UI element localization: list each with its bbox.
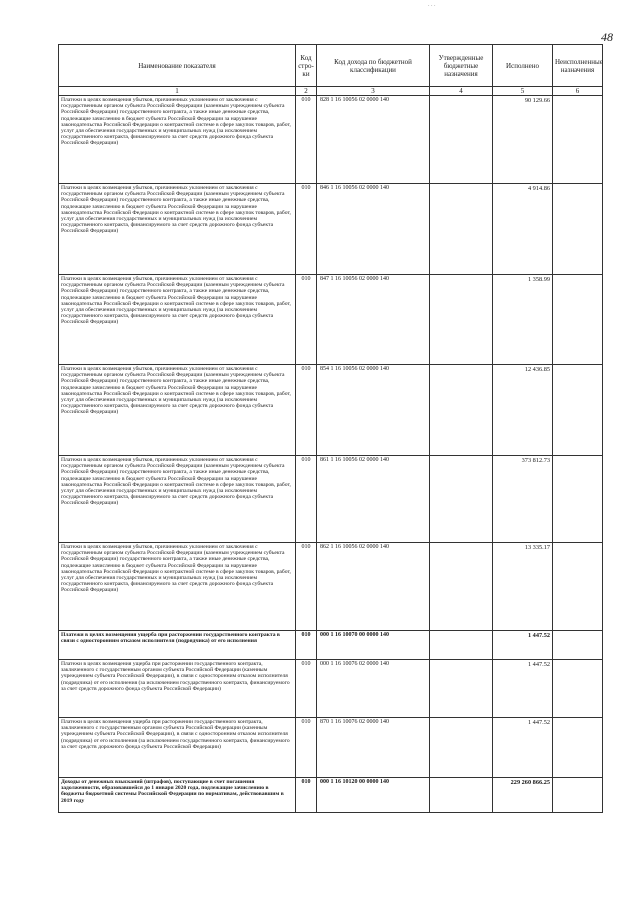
row-name: Платежи в целях возмещения ущерба при расторжении государственного контракта в связи с односторонним отказом исполнителя (подрядчика) от его исполнения: [59, 631, 296, 660]
row-approved: [430, 275, 493, 365]
row-income-code: 861 1 16 10056 02 0000 140: [317, 456, 430, 543]
row-line-code: 010: [296, 718, 317, 778]
row-line-code: 010: [296, 275, 317, 365]
row-line-code: 010: [296, 543, 317, 631]
row-approved: [430, 660, 493, 718]
table-row: [59, 718, 603, 778]
row-executed: 1 447.52: [493, 631, 553, 660]
row-name: Платежи в целях возмещения ущерба при расторжении государственного контракта, заключенного с государственным органом субъекта Российской Федерации (казенным учреждением субъекта Российской Федерации), в связи с односторонним отказом исполнителя (подрядчика) от его исполнения (за исключением государственного контракта, финансируемого за счет средств дорожного фонда субъекта Российской Федерации): [59, 718, 296, 778]
header-unexecuted: Неисполненные назначения: [553, 45, 603, 87]
row-unexecuted: [553, 718, 603, 778]
row-line-code: 010: [296, 778, 317, 813]
row-income-code: 000 1 16 10076 02 0000 140: [317, 660, 430, 718]
table-row: [59, 96, 603, 184]
table-row: [59, 660, 603, 718]
column-number: 5: [493, 87, 553, 96]
row-unexecuted: [553, 96, 603, 184]
table-row: [59, 184, 603, 275]
row-approved: [430, 365, 493, 456]
row-unexecuted: [553, 456, 603, 543]
column-number: 4: [430, 87, 493, 96]
row-unexecuted: [553, 365, 603, 456]
row-unexecuted: [553, 184, 603, 275]
revenue-table: [58, 44, 603, 813]
row-unexecuted: [553, 778, 603, 813]
column-number: 1: [59, 87, 296, 96]
column-number: 6: [553, 87, 603, 96]
header-row: [59, 45, 603, 87]
row-line-code: 010: [296, 365, 317, 456]
row-income-code: 000 1 16 10070 00 0000 140: [317, 631, 430, 660]
header-name: Наименование показателя: [59, 45, 296, 87]
row-line-code: 010: [296, 456, 317, 543]
row-line-code: 010: [296, 660, 317, 718]
row-approved: [430, 778, 493, 813]
revenue-table-container: [58, 44, 602, 813]
table-row: [59, 365, 603, 456]
table-row: [59, 456, 603, 543]
row-name: Платежи в целях возмещения ущерба при расторжении государственного контракта, заключенного с государственным органом субъекта Российской Федерации (казенным учреждением субъекта Российской Федерации), в связи с односторонним отказом исполнителя (подрядчика) от его исполнения (за исключением государственного контракта, финансируемого за счет средств дорожного фонда субъекта Российской Федерации): [59, 660, 296, 718]
row-income-code: 862 1 16 10056 02 0000 140: [317, 543, 430, 631]
table-row: [59, 275, 603, 365]
row-name: Доходы от денежных взысканий (штрафов), поступающие в счет погашения задолженности, образовавшейся до 1 января 2020 года, подлежащие зачислению в бюджеты бюджетной системы Российской Федерации по нормативам, действовавшим в 2019 году: [59, 778, 296, 813]
row-executed: 12 436.85: [493, 365, 553, 456]
row-approved: [430, 631, 493, 660]
column-number-row: [59, 87, 603, 96]
row-income-code: 828 1 16 10056 02 0000 140: [317, 96, 430, 184]
page-number: 48: [601, 30, 613, 44]
row-unexecuted: [553, 660, 603, 718]
header-approved: Утвержденные бюджетные назначения: [430, 45, 493, 87]
row-income-code: 870 1 16 10076 02 0000 140: [317, 718, 430, 778]
row-income-code: 854 1 16 10056 02 0000 140: [317, 365, 430, 456]
scan-mark: . . .: [428, 2, 436, 8]
row-name: Платежи в целях возмещения убытков, причиненных уклонением от заключения с государственным органом субъекта Российской Федерации (казенным учреждением субъекта Российской Федерации) государственного контракта, а также иные денежные средства, подлежащие зачислению в бюджет субъекта Российской Федерации за нарушение законодательства Российской Федерации о контрактной системе в сфере закупок товаров, работ, услуг для обеспечения государственных и муниципальных нужд (за исключением государственного контракта, финансируемого за счет средств дорожного фонда субъекта Российской Федерации): [59, 543, 296, 631]
header-income-code: Код дохода по бюджетной классификации: [317, 45, 430, 87]
row-unexecuted: [553, 543, 603, 631]
row-name: Платежи в целях возмещения убытков, причиненных уклонением от заключения с государственным органом субъекта Российской Федерации (казенным учреждением субъекта Российской Федерации) государственного контракта, а также иные денежные средства, подлежащие зачислению в бюджет субъекта Российской Федерации за нарушение законодательства Российской Федерации о контрактной системе в сфере закупок товаров, работ, услуг для обеспечения государственных и муниципальных нужд (за исключением государственного контракта, финансируемого за счет средств дорожного фонда субъекта Российской Федерации): [59, 96, 296, 184]
row-line-code: 010: [296, 184, 317, 275]
row-unexecuted: [553, 631, 603, 660]
header-executed: Исполнено: [493, 45, 553, 87]
column-number: 3: [317, 87, 430, 96]
row-executed: 90 129.66: [493, 96, 553, 184]
row-executed: 13 335.17: [493, 543, 553, 631]
row-name: Платежи в целях возмещения убытков, причиненных уклонением от заключения с государственным органом субъекта Российской Федерации (казенным учреждением субъекта Российской Федерации) государственного контракта, а также иные денежные средства, подлежащие зачислению в бюджет субъекта Российской Федерации за нарушение законодательства Российской Федерации о контрактной системе в сфере закупок товаров, работ, услуг для обеспечения государственных и муниципальных нужд (за исключением государственного контракта, финансируемого за счет средств дорожного фонда субъекта Российской Федерации): [59, 456, 296, 543]
row-income-code: 846 1 16 10056 02 0000 140: [317, 184, 430, 275]
table-row: [59, 543, 603, 631]
row-name: Платежи в целях возмещения убытков, причиненных уклонением от заключения с государственным органом субъекта Российской Федерации (казенным учреждением субъекта Российской Федерации) государственного контракта, а также иные денежные средства, подлежащие зачислению в бюджет субъекта Российской Федерации за нарушение законодательства Российской Федерации о контрактной системе в сфере закупок товаров, работ, услуг для обеспечения государственных и муниципальных нужд (за исключением государственного контракта, финансируемого за счет средств дорожного фонда субъекта Российской Федерации): [59, 365, 296, 456]
row-approved: [430, 718, 493, 778]
row-unexecuted: [553, 275, 603, 365]
row-line-code: 010: [296, 96, 317, 184]
table-body: [59, 96, 603, 813]
row-name: Платежи в целях возмещения убытков, причиненных уклонением от заключения с государственным органом субъекта Российской Федерации (казенным учреждением субъекта Российской Федерации) государственного контракта, а также иные денежные средства, подлежащие зачислению в бюджет субъекта Российской Федерации за нарушение законодательства Российской Федерации о контрактной системе в сфере закупок товаров, работ, услуг для обеспечения государственных и муниципальных нужд (за исключением государственного контракта, финансируемого за счет средств дорожного фонда субъекта Российской Федерации): [59, 275, 296, 365]
row-approved: [430, 456, 493, 543]
table-row: [59, 631, 603, 660]
row-executed: 1 447.52: [493, 718, 553, 778]
row-income-code: 847 1 16 10056 02 0000 140: [317, 275, 430, 365]
row-approved: [430, 184, 493, 275]
row-approved: [430, 543, 493, 631]
row-executed: 4 914.86: [493, 184, 553, 275]
table-row: [59, 778, 603, 813]
row-executed: 1 358.99: [493, 275, 553, 365]
row-name: Платежи в целях возмещения убытков, причиненных уклонением от заключения с государственным органом субъекта Российской Федерации (казенным учреждением субъекта Российской Федерации) государственного контракта, а также иные денежные средства, подлежащие зачислению в бюджет субъекта Российской Федерации за нарушение законодательства Российской Федерации о контрактной системе в сфере закупок товаров, работ, услуг для обеспечения государственных и муниципальных нужд (за исключением государственного контракта, финансируемого за счет средств дорожного фонда субъекта Российской Федерации): [59, 184, 296, 275]
row-executed: 229 260 866.25: [493, 778, 553, 813]
header-line-code: Код стро-ки: [296, 45, 317, 87]
row-executed: 1 447.52: [493, 660, 553, 718]
row-line-code: 010: [296, 631, 317, 660]
column-number: 2: [296, 87, 317, 96]
row-executed: 373 812.73: [493, 456, 553, 543]
row-approved: [430, 96, 493, 184]
row-income-code: 000 1 16 10120 00 0000 140: [317, 778, 430, 813]
